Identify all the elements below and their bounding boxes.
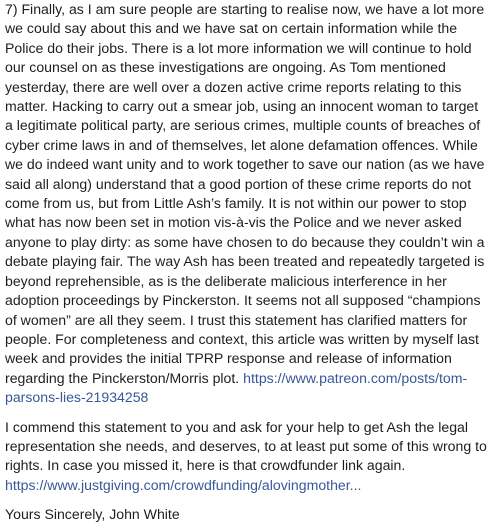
signature: Yours Sincerely, John White [5, 506, 180, 523]
paragraph-1-text: 7) Finally, as I am sure people are starting to realise now, we have a lot more we could say about this and we have sat on certain information while the Police do their jobs. There is a lot more information we will continue to hold our counsel on as these investigations are ongoing. As Tom mentioned yesterday, there are well over a dozen active crime reports relating to this matter. Hacking to carry out a smear job, using an innocent woman to target a legitimate political party, are serious crimes, multiple counts of breaches of cyber crime laws in and of themselves, let alone defamation offences. While we do indeed want unity and to work together to save our nation (as we have said all along) understand that a good portion of these crime reports do not come from us, but from Little Ash’s family. It is not within our power to stop what has now been set in motion vis-à-vis the Police and we never asked anyone to play dirty: as some have chosen to do because they couldn’t win a debate playing fair. The way Ash has been treated and repeatedly targeted is beyond reprehensible, as is the deliberate malicious interference in her adoption proceedings by Pinckerston. It seems not all supposed “champions of women” are all they seem. I trust this statement has clarified matters for people. For completeness and context, this article was written by myself last week and provides the initial TPRP response and release of information regarding the Pinckerston/Morris plot. [5, 1, 485, 386]
post-body [5, 0, 487, 525]
patreon-link[interactable]: https://www.patreon.com/posts/tom-parsons-lies-21934258 [5, 369, 468, 406]
justgiving-link[interactable]: https://www.justgiving.com/crowdfunding/alovingmother... [5, 476, 362, 493]
post-paragraph-1 [5, 0, 487, 408]
post-paragraph-2 [5, 418, 487, 496]
paragraph-2-text: I commend this statement to you and ask for your help to get Ash the legal representation she needs, and deserves, to at least put some of this wrong to rights. In case you missed it, here is that crowdfunder link again. [5, 418, 487, 474]
